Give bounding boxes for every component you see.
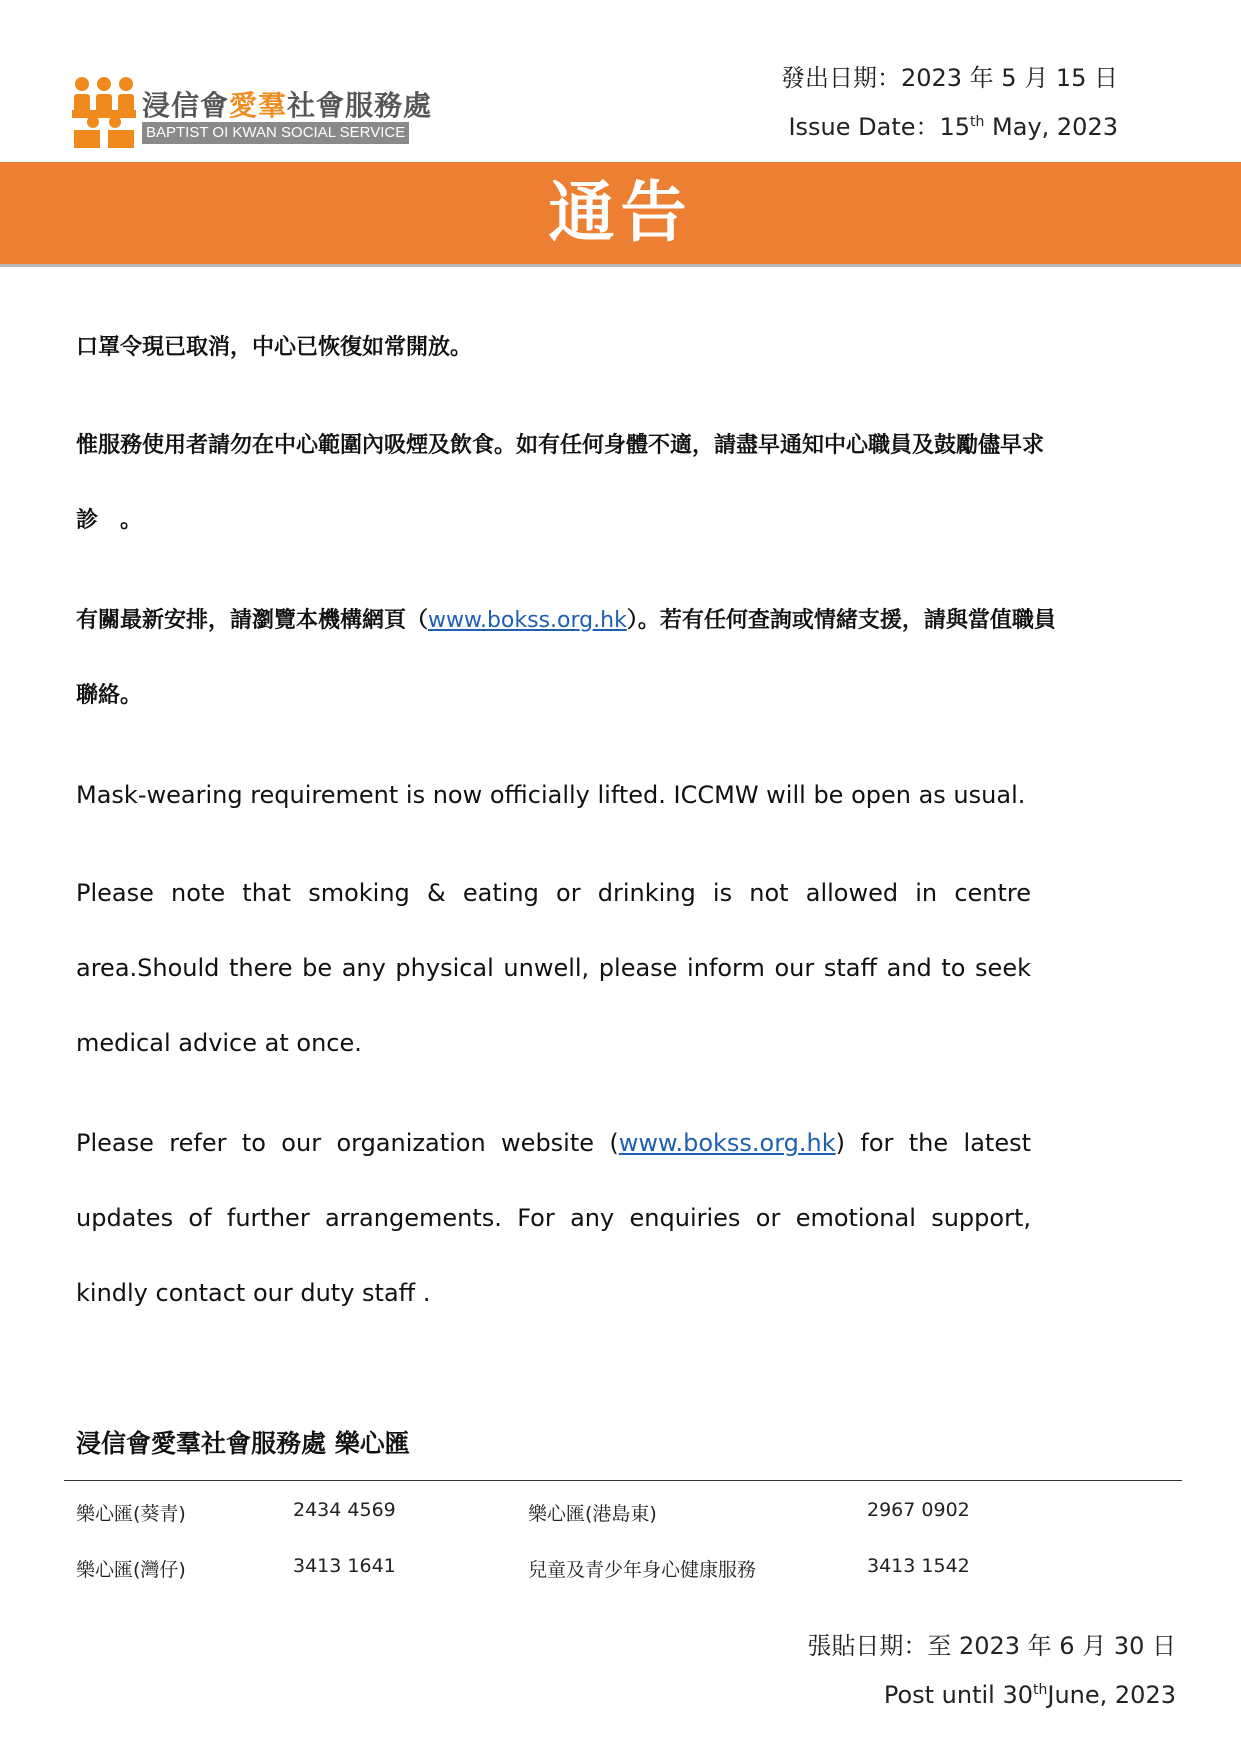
contact-name: 兒童及青少年身心健康服務	[528, 1559, 757, 1581]
notice-title: 通告	[548, 174, 693, 251]
zh-paragraph-1: 口罩令現已取消，中心已恢復如常開放。	[76, 335, 473, 360]
footer-organization-title: 浸信會愛羣社會服務處 樂心匯	[76, 1429, 410, 1458]
en-paragraph-2: Please note that smoking & eating or drinking is not allowed in centre area.Should there be any physical unwell, please inform our staff and to seek medical advice at once.	[76, 879, 1031, 1057]
contact-phone: 3413 1542	[867, 1555, 970, 1577]
issue-date-block	[781, 56, 1118, 149]
zh-paragraph-3: 有關最新安排，請瀏覽本機構網頁（www.bokss.org.hk）。若有任何查詢或情緒支援，請與當值職員聯絡。	[76, 608, 1056, 708]
en-paragraph-1: Mask-wearing requirement is now officially lifted. ICCMW will be open as usual.	[76, 781, 1026, 809]
footer-divider	[64, 1480, 1182, 1481]
contact-phone: 3413 1641	[293, 1555, 396, 1577]
issue-date-english: Issue Date：15th May, 2023	[788, 113, 1118, 141]
website-link-zh[interactable]: www.bokss.org.hk	[428, 608, 627, 633]
contact-name: 樂心匯(灣仔)	[76, 1559, 186, 1581]
contact-name: 樂心匯(葵青)	[76, 1503, 186, 1525]
logo-chinese-name: 浸信會愛羣社會服務處	[142, 89, 433, 122]
issue-date-chinese: 發出日期：2023 年 5 月 15 日	[780, 64, 1118, 92]
contact-phone: 2967 0902	[867, 1499, 970, 1521]
en-paragraph-3: Please refer to our organization website (www.bokss.org.hk) for the latest updates of further arrangements. For any enquiries or emotional support, kindly contact our duty staff .	[76, 1129, 1031, 1307]
zh-paragraph-2: 惟服務使用者請勿在中心範圍內吸煙及飲食。如有任何身體不適，請盡早通知中心職員及鼓勵儘早求診 。	[76, 433, 1045, 533]
post-until-chinese: 張貼日期：至 2023 年 6 月 30 日	[807, 1632, 1176, 1660]
contact-phone: 2434 4569	[293, 1499, 396, 1521]
contact-name: 樂心匯(港島東)	[528, 1503, 657, 1525]
logo-english-name: BAPTIST OI KWAN SOCIAL SERVICE	[142, 122, 409, 144]
notice-banner	[0, 162, 1241, 267]
post-until-english: Post until 30thJune, 2023	[883, 1681, 1176, 1709]
website-link-en[interactable]: www.bokss.org.hk	[618, 1129, 836, 1157]
people-logo-icon	[72, 76, 136, 148]
organization-logo	[72, 76, 452, 148]
post-until-block	[807, 1624, 1176, 1717]
